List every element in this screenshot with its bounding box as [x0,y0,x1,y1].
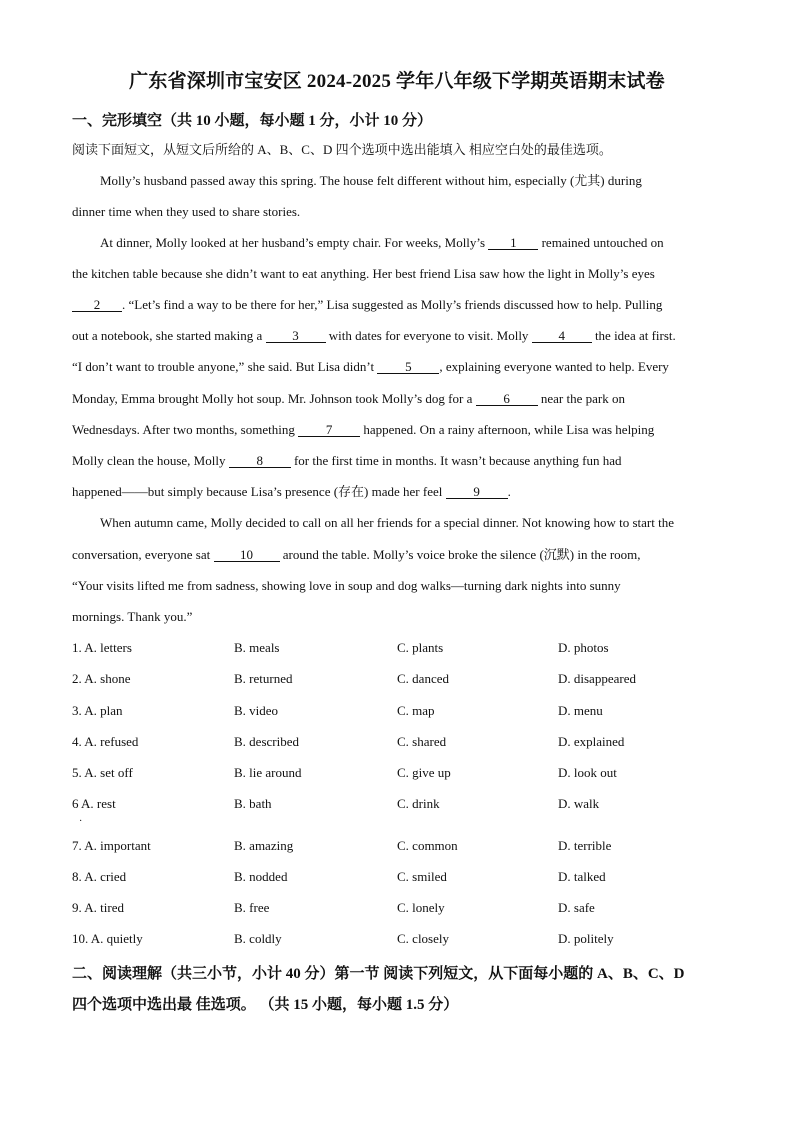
blank-3: 3 [266,329,326,343]
passage-text: Molly clean the house, Molly [72,453,229,468]
passage-line [72,453,622,469]
option-d: D. safe [558,900,595,915]
section2-heading-line1: 二、阅读理解（共三小节，小计 40 分）第一节 阅读下列短文，从下面每小题的 A、B、C、D [72,966,685,982]
option-a: 5. A. set off [72,765,133,780]
blank-2: 2 [72,298,122,312]
passage-line: dinner time when they used to share stories. [72,204,301,219]
passage-line [72,359,669,375]
option-a: 9. A. tired [72,900,124,915]
option-c: C. lonely [397,900,445,915]
passage-text: conversation, everyone sat [72,547,214,562]
option-a: 7. A. important [72,838,151,853]
passage-text: Wednesdays. After two months, something [72,422,299,437]
passage-line [72,422,654,438]
passage-line: Molly’s husband passed away this spring. The house felt different without him, especially (尤其) during [100,173,642,188]
blank-6: 6 [476,392,538,406]
passage-text: , explaining everyone wanted to help. Every [439,359,669,374]
option-c: C. common [397,838,458,853]
passage-text: Monday, Emma brought Molly hot soup. Mr. Johnson took Molly’s dog for a [72,391,476,406]
passage-text: out a notebook, she started making a [72,328,266,343]
option-c: C. map [397,703,435,718]
option-b: B. meals [234,640,280,655]
option-b: B. bath [234,796,272,811]
option-a: 4. A. refused [72,734,139,749]
passage-text: near the park on [537,391,625,406]
passage-text: the idea at first. [591,328,676,343]
page-title: 广东省深圳市宝安区 2024-2025 学年八年级下学期英语期末试卷 [129,71,665,92]
passage-line: mornings. Thank you.” [72,609,193,624]
option-d: D. menu [558,703,603,718]
option-d: D. talked [558,869,606,884]
blank-1: 1 [488,236,538,250]
option-b: B. described [234,734,299,749]
passage-text: happened. On a rainy afternoon, while Lisa was helping [360,422,655,437]
option-b: B. returned [234,671,293,686]
section1-heading: 一、完形填空（共 10 小题，每小题 1 分，小计 10 分） [72,113,433,129]
option-a: 10. A. quietly [72,931,143,946]
blank-8: 8 [229,454,291,468]
option-d: D. terrible [558,838,612,853]
option-d: D. disappeared [558,671,636,686]
option-c: C. give up [397,765,451,780]
option-b: B. amazing [234,838,294,853]
option-c: C. danced [397,671,449,686]
blank-5: 5 [377,360,439,374]
option-c: C. drink [397,796,440,811]
section2-heading-line2: 四个选项中选出最 佳选项。 （共 15 小题，每小题 1.5 分） [72,997,459,1013]
passage-line [72,484,511,500]
option-b: B. lie around [234,765,302,780]
blank-7: 7 [298,423,360,437]
option-b: B. free [234,900,270,915]
passage-line: “Your visits lifted me from sadness, showing love in soup and dog walks—turning dark nights into sunny [72,578,621,593]
section1-instruction: 阅读下面短文，从短文后所给的 A、B、C、D 四个选项中选出能填入 相应空白处的最佳选项。 [72,142,612,157]
option-b: B. coldly [234,931,282,946]
passage-text: “I don’t want to trouble anyone,” she said. But Lisa didn’t [72,359,378,374]
passage-text: happened——but simply because Lisa’s presence (存在) made her feel [72,484,446,499]
passage-text: At dinner, Molly looked at her husband’s empty chair. For weeks, Molly’s [100,235,489,250]
option-d: D. politely [558,931,614,946]
passage-text: . [507,484,511,499]
option-d: D. look out [558,765,617,780]
option-c: C. smiled [397,869,447,884]
passage-text: remained untouched on [538,235,664,250]
option-d: D. walk [558,796,600,811]
option-d: D. explained [558,734,625,749]
passage-text: around the table. Molly’s voice broke the silence (沉默) in the room, [279,547,641,562]
option-c: C. shared [397,734,447,749]
option-a: 3. A. plan [72,703,123,718]
blank-4: 4 [532,329,592,343]
passage-text: with dates for everyone to visit. Molly [325,328,532,343]
passage-line: the kitchen table because she didn’t want to eat anything. Her best friend Lisa saw how the light in Molly’s eyes [72,266,655,281]
blank-9: 9 [446,485,508,499]
passage-text: for the first time in months. It wasn’t because anything fun had [290,453,622,468]
stray-mark: · [79,816,83,827]
option-a: 6 A. rest [72,796,116,811]
option-b: B. video [234,703,279,718]
option-d: D. photos [558,640,609,655]
blank-10: 10 [214,548,280,562]
option-a: 8. A. cried [72,869,127,884]
passage-line [72,391,625,407]
passage-line [72,297,662,313]
passage-line: When autumn came, Molly decided to call on all her friends for a special dinner. Not knowing how to start the [100,515,675,530]
passage-text: . “Let’s find a way to be there for her,” Lisa suggested as Molly’s friends discussed how to help. Pulling [122,297,663,312]
passage-line [72,547,641,563]
option-a: 1. A. letters [72,640,132,655]
passage-line [100,235,664,251]
option-a: 2. A. shone [72,671,131,686]
option-c: C. plants [397,640,444,655]
option-c: C. closely [397,931,449,946]
passage-line [72,328,676,344]
option-b: B. nodded [234,869,288,884]
